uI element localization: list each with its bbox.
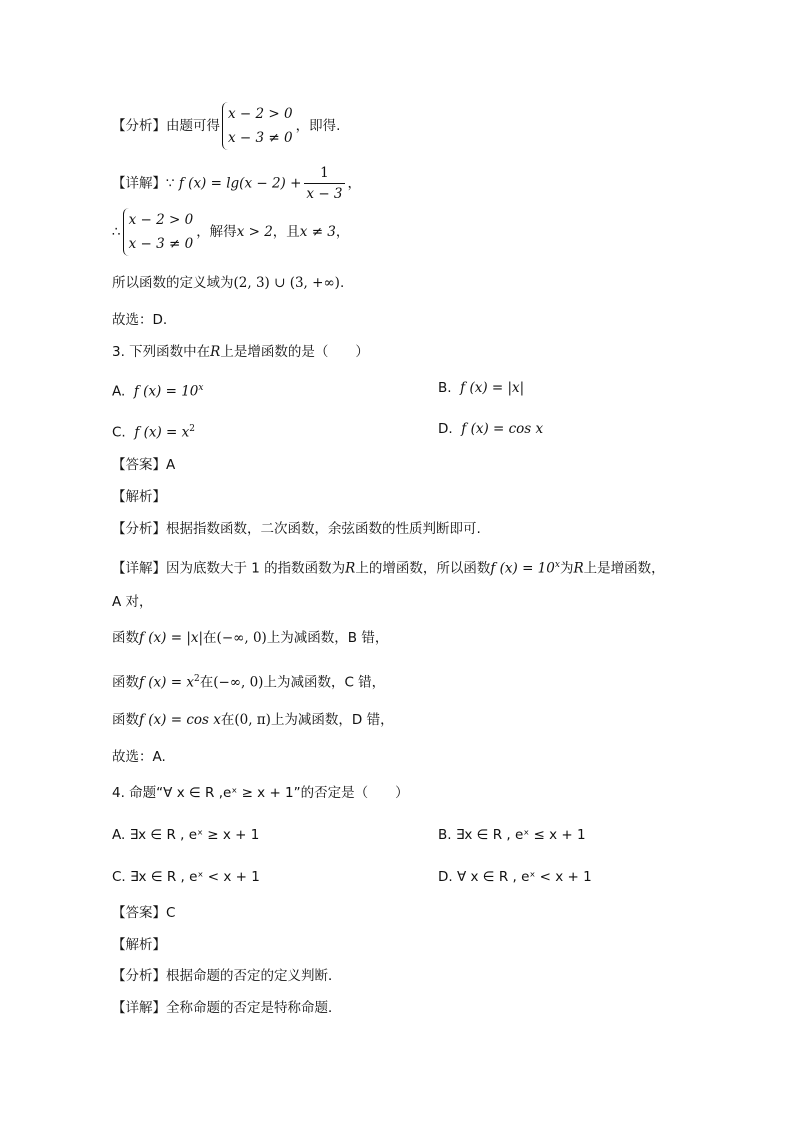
option-formula: f (x) = |x| (460, 380, 525, 396)
symbol: R (573, 560, 584, 577)
text: 在 (220, 712, 235, 728)
text: 上是增函数， (583, 560, 665, 577)
answer-tag: 【答案】 (112, 905, 166, 921)
formula: f (x) = 10 (490, 560, 555, 577)
jiexi-heading (112, 935, 166, 955)
jiexi-heading (112, 487, 166, 507)
fraction-denominator: x − 3 (306, 186, 343, 202)
text: ，解得 (196, 224, 237, 240)
text: 在 (199, 674, 214, 691)
detail-paragraph (112, 555, 665, 579)
section-tag: 【解析】 (112, 937, 166, 953)
detail-line (112, 710, 394, 730)
question-4-stem (112, 783, 409, 803)
superscript: 2 (193, 674, 200, 684)
option-c (112, 419, 195, 443)
text: 为 (559, 560, 574, 577)
fraction (304, 163, 344, 204)
answer-value: C (166, 905, 176, 921)
detail-text: 全称命题的否定是特称命题． (166, 1000, 342, 1016)
condition: x ≠ 3 (299, 224, 336, 240)
question-text: 4. 命题“∀ x ∈ R ,eˣ ≥ x + 1”的否定是（ ） (112, 785, 409, 801)
punctuation: . (339, 275, 345, 291)
option-formula: f (x) = x (134, 424, 190, 441)
choice-line (112, 310, 167, 330)
therefore-symbol: ∴ (112, 224, 121, 240)
formula: f (x) = x (139, 674, 194, 691)
analysis-tag: 【分析】 (112, 968, 166, 984)
superscript: x (198, 383, 204, 393)
analysis-text: 根据指数函数，二次函数，余弦函数的性质判断即可. (166, 521, 481, 537)
text: 函数 (112, 712, 139, 728)
analysis-text: 根据命题的否定的定义判断． (166, 968, 342, 984)
detail-paragraph (112, 998, 342, 1018)
system-row: x − 2 > 0 (128, 212, 194, 228)
question-3-stem (112, 342, 369, 362)
analysis-paragraph (112, 519, 481, 539)
text: 所以函数的定义域为 (112, 275, 234, 291)
interval: (−∞, 0) (216, 630, 267, 646)
text: ，且 (272, 224, 300, 240)
answer-value: A (166, 457, 176, 473)
formula: f (x) = |x| (139, 630, 204, 646)
text: 上为减函数，B 错， (266, 630, 389, 646)
domain-interval: (2, 3) ∪ (3, +∞) (233, 275, 340, 291)
detail-tag: 【详解】 (112, 560, 166, 577)
option-c (112, 867, 260, 887)
inequality-system (222, 102, 293, 150)
detail-line (112, 628, 388, 648)
choice-text: 故选：A. (112, 749, 166, 765)
fraction-numerator: 1 (304, 163, 344, 184)
answer-tag: 【答案】 (112, 457, 166, 473)
option-label: D. (438, 421, 453, 437)
analysis-tag: 【分析】 (112, 521, 166, 537)
option-label: C. (112, 424, 126, 441)
detail-paragraph (112, 163, 361, 204)
inequality-system (123, 208, 194, 256)
punctuation: ， (347, 175, 362, 192)
therefore-paragraph (112, 208, 349, 256)
option-formula: f (x) = 10 (133, 383, 199, 400)
option-a (112, 378, 203, 402)
option-d (438, 419, 543, 439)
option-d (438, 867, 592, 887)
interval: (−∞, 0) (213, 674, 264, 691)
system-row: x − 3 ≠ 0 (228, 130, 293, 146)
analysis-paragraph (112, 102, 340, 150)
analysis-text: 由题可得 (166, 118, 220, 134)
condition: x > 2 (236, 224, 273, 240)
detail-line (112, 669, 385, 693)
answer-line (112, 455, 175, 475)
option-b (438, 825, 586, 845)
text: 上的增函数，所以函数 (355, 560, 491, 577)
text: 在 (203, 630, 217, 646)
text: 上是增函数的是（ ） (220, 344, 369, 360)
option-b (438, 378, 524, 398)
interval: (0, π) (234, 712, 271, 728)
option-text: C. ∃x ∈ R , eˣ < x + 1 (112, 869, 260, 885)
symbol: R (210, 344, 221, 360)
function-expression: f (x) = lg(x − 2) + (178, 175, 302, 192)
option-text: B. ∃x ∈ R , eˣ ≤ x + 1 (438, 827, 586, 843)
choice-line (112, 747, 166, 767)
text: 3. 下列函数中在 (112, 344, 211, 360)
symbol: R (345, 560, 356, 577)
analysis-tag: 【分析】 (112, 118, 166, 134)
analysis-paragraph (112, 966, 342, 986)
text: 上为减函数，D 错， (270, 712, 394, 728)
option-text: A. ∃x ∈ R , eˣ ≥ x + 1 (112, 827, 260, 843)
formula: f (x) = cos x (139, 712, 221, 728)
option-a (112, 825, 259, 845)
text: 函数 (112, 674, 139, 691)
detail-tag: 【详解】 (112, 175, 166, 192)
superscript: 2 (189, 424, 195, 434)
system-row: x − 3 ≠ 0 (128, 236, 194, 252)
analysis-text-end: ，即得. (295, 118, 341, 134)
option-label: B. (438, 380, 452, 396)
text: ， (335, 224, 350, 240)
because-symbol: ∵ (166, 175, 175, 192)
superscript: x (554, 560, 560, 570)
text: 因为底数大于 1 的指数函数为 (166, 560, 346, 577)
option-text: D. ∀ x ∈ R , eˣ < x + 1 (438, 869, 592, 885)
system-row: x − 2 > 0 (228, 106, 293, 122)
detail-line (112, 592, 153, 612)
text: 上为减函数，C 错， (263, 674, 386, 691)
domain-line (112, 273, 344, 293)
text: A 对， (112, 594, 153, 610)
detail-tag: 【详解】 (112, 1000, 166, 1016)
section-tag: 【解析】 (112, 489, 166, 505)
choice-text: 故选：D. (112, 312, 168, 328)
option-formula: f (x) = cos x (461, 421, 544, 437)
answer-line (112, 903, 175, 923)
text: 函数 (112, 630, 139, 646)
option-label: A. (112, 383, 126, 400)
